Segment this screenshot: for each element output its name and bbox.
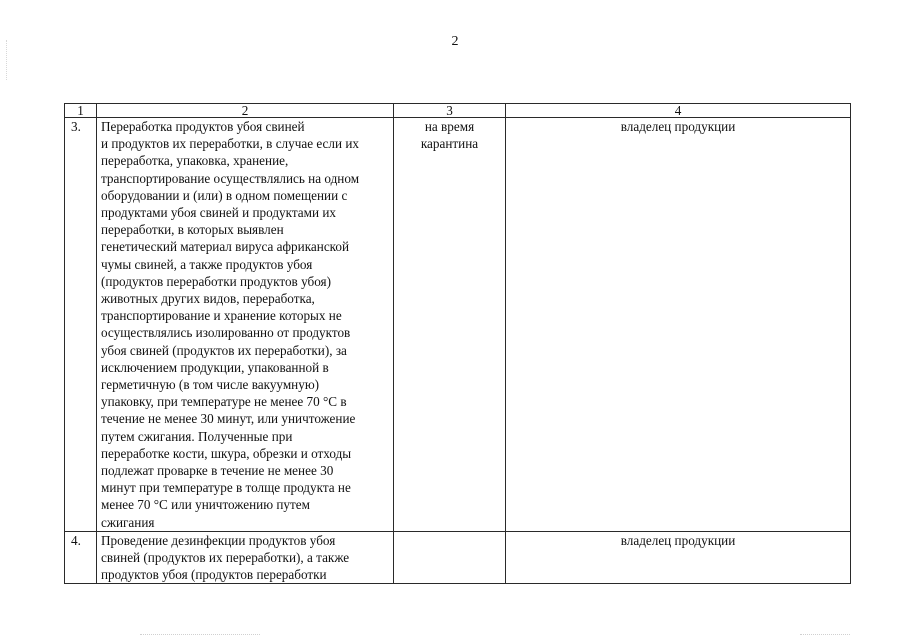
scan-bottom-marks [800, 634, 850, 636]
description-line: исключением продукции, упакованной в [101, 359, 329, 375]
description-line: переработка, упаковка, хранение, [101, 153, 289, 169]
table-row [65, 118, 851, 532]
description-line: и продуктов их переработки, в случае если их [101, 136, 359, 152]
description-line: сжигания [101, 514, 155, 530]
description-line: продуктов убоя (продуктов переработки [101, 567, 327, 583]
description-line: минут при температуре в толще продукта не [101, 480, 351, 496]
column-header-1: 1 [65, 104, 97, 118]
column-header-4: 4 [506, 104, 851, 118]
description-line: осуществлялись изолированно от продуктов [101, 325, 351, 341]
description-line: Проведение дезинфекции продуктов убоя [101, 532, 336, 548]
description-line: транспортирование осуществлялись на одном [101, 170, 360, 186]
description-line: путем сжигания. Полученные при [101, 428, 293, 444]
description-line: транспортирование и хранение которых не [101, 308, 342, 324]
table-row [65, 531, 851, 584]
responsible-party: владелец продукции [506, 118, 851, 532]
column-header-3: 3 [394, 104, 506, 118]
description-line: генетический материал вируса африканской [101, 239, 350, 255]
description-line: оборудовании и (или) в одном помещении с [101, 187, 348, 203]
description-line: чумы свиней, а также продуктов убоя [101, 256, 313, 272]
scan-edge-marks [6, 40, 9, 80]
measures-table [64, 103, 851, 584]
description-line: переработке кости, шкура, обрезки и отходы [101, 445, 352, 461]
description-line: продуктами убоя свиней и продуктами их [101, 205, 336, 221]
measure-term [394, 118, 506, 532]
description-line: убоя свиней (продуктов их переработки), за [101, 342, 347, 358]
measure-description [97, 118, 394, 532]
scan-bottom-marks [140, 634, 260, 636]
measure-description [97, 531, 394, 584]
row-number: 4. [65, 531, 97, 584]
description-line: течение не менее 30 минут, или уничтожение [101, 411, 356, 427]
description-line: подлежат проварке в течение не менее 30 [101, 463, 334, 479]
description-line: животных других видов, переработка, [101, 291, 315, 307]
description-line: герметичную (в том числе вакуумную) [101, 377, 320, 393]
description-line: переработки, в которых выявлен [101, 222, 284, 238]
description-line: (продуктов переработки продуктов убоя) [101, 273, 331, 289]
description-line: свиней (продуктов их переработки), а также [101, 550, 350, 566]
measure-term [394, 531, 506, 584]
term-line: на время [424, 119, 475, 134]
description-line: менее 70 °С или уничтожению путем [101, 497, 310, 513]
description-line: упаковку, при температуре не менее 70 °С в [101, 394, 347, 410]
responsible-party: владелец продукции [506, 531, 851, 584]
description-line: Переработка продуктов убоя свиней [101, 119, 305, 134]
column-header-2: 2 [97, 104, 394, 118]
table-header-row [65, 104, 851, 118]
term-line: карантина [420, 136, 479, 152]
page-number: 2 [451, 34, 459, 49]
row-number: 3. [65, 118, 97, 532]
